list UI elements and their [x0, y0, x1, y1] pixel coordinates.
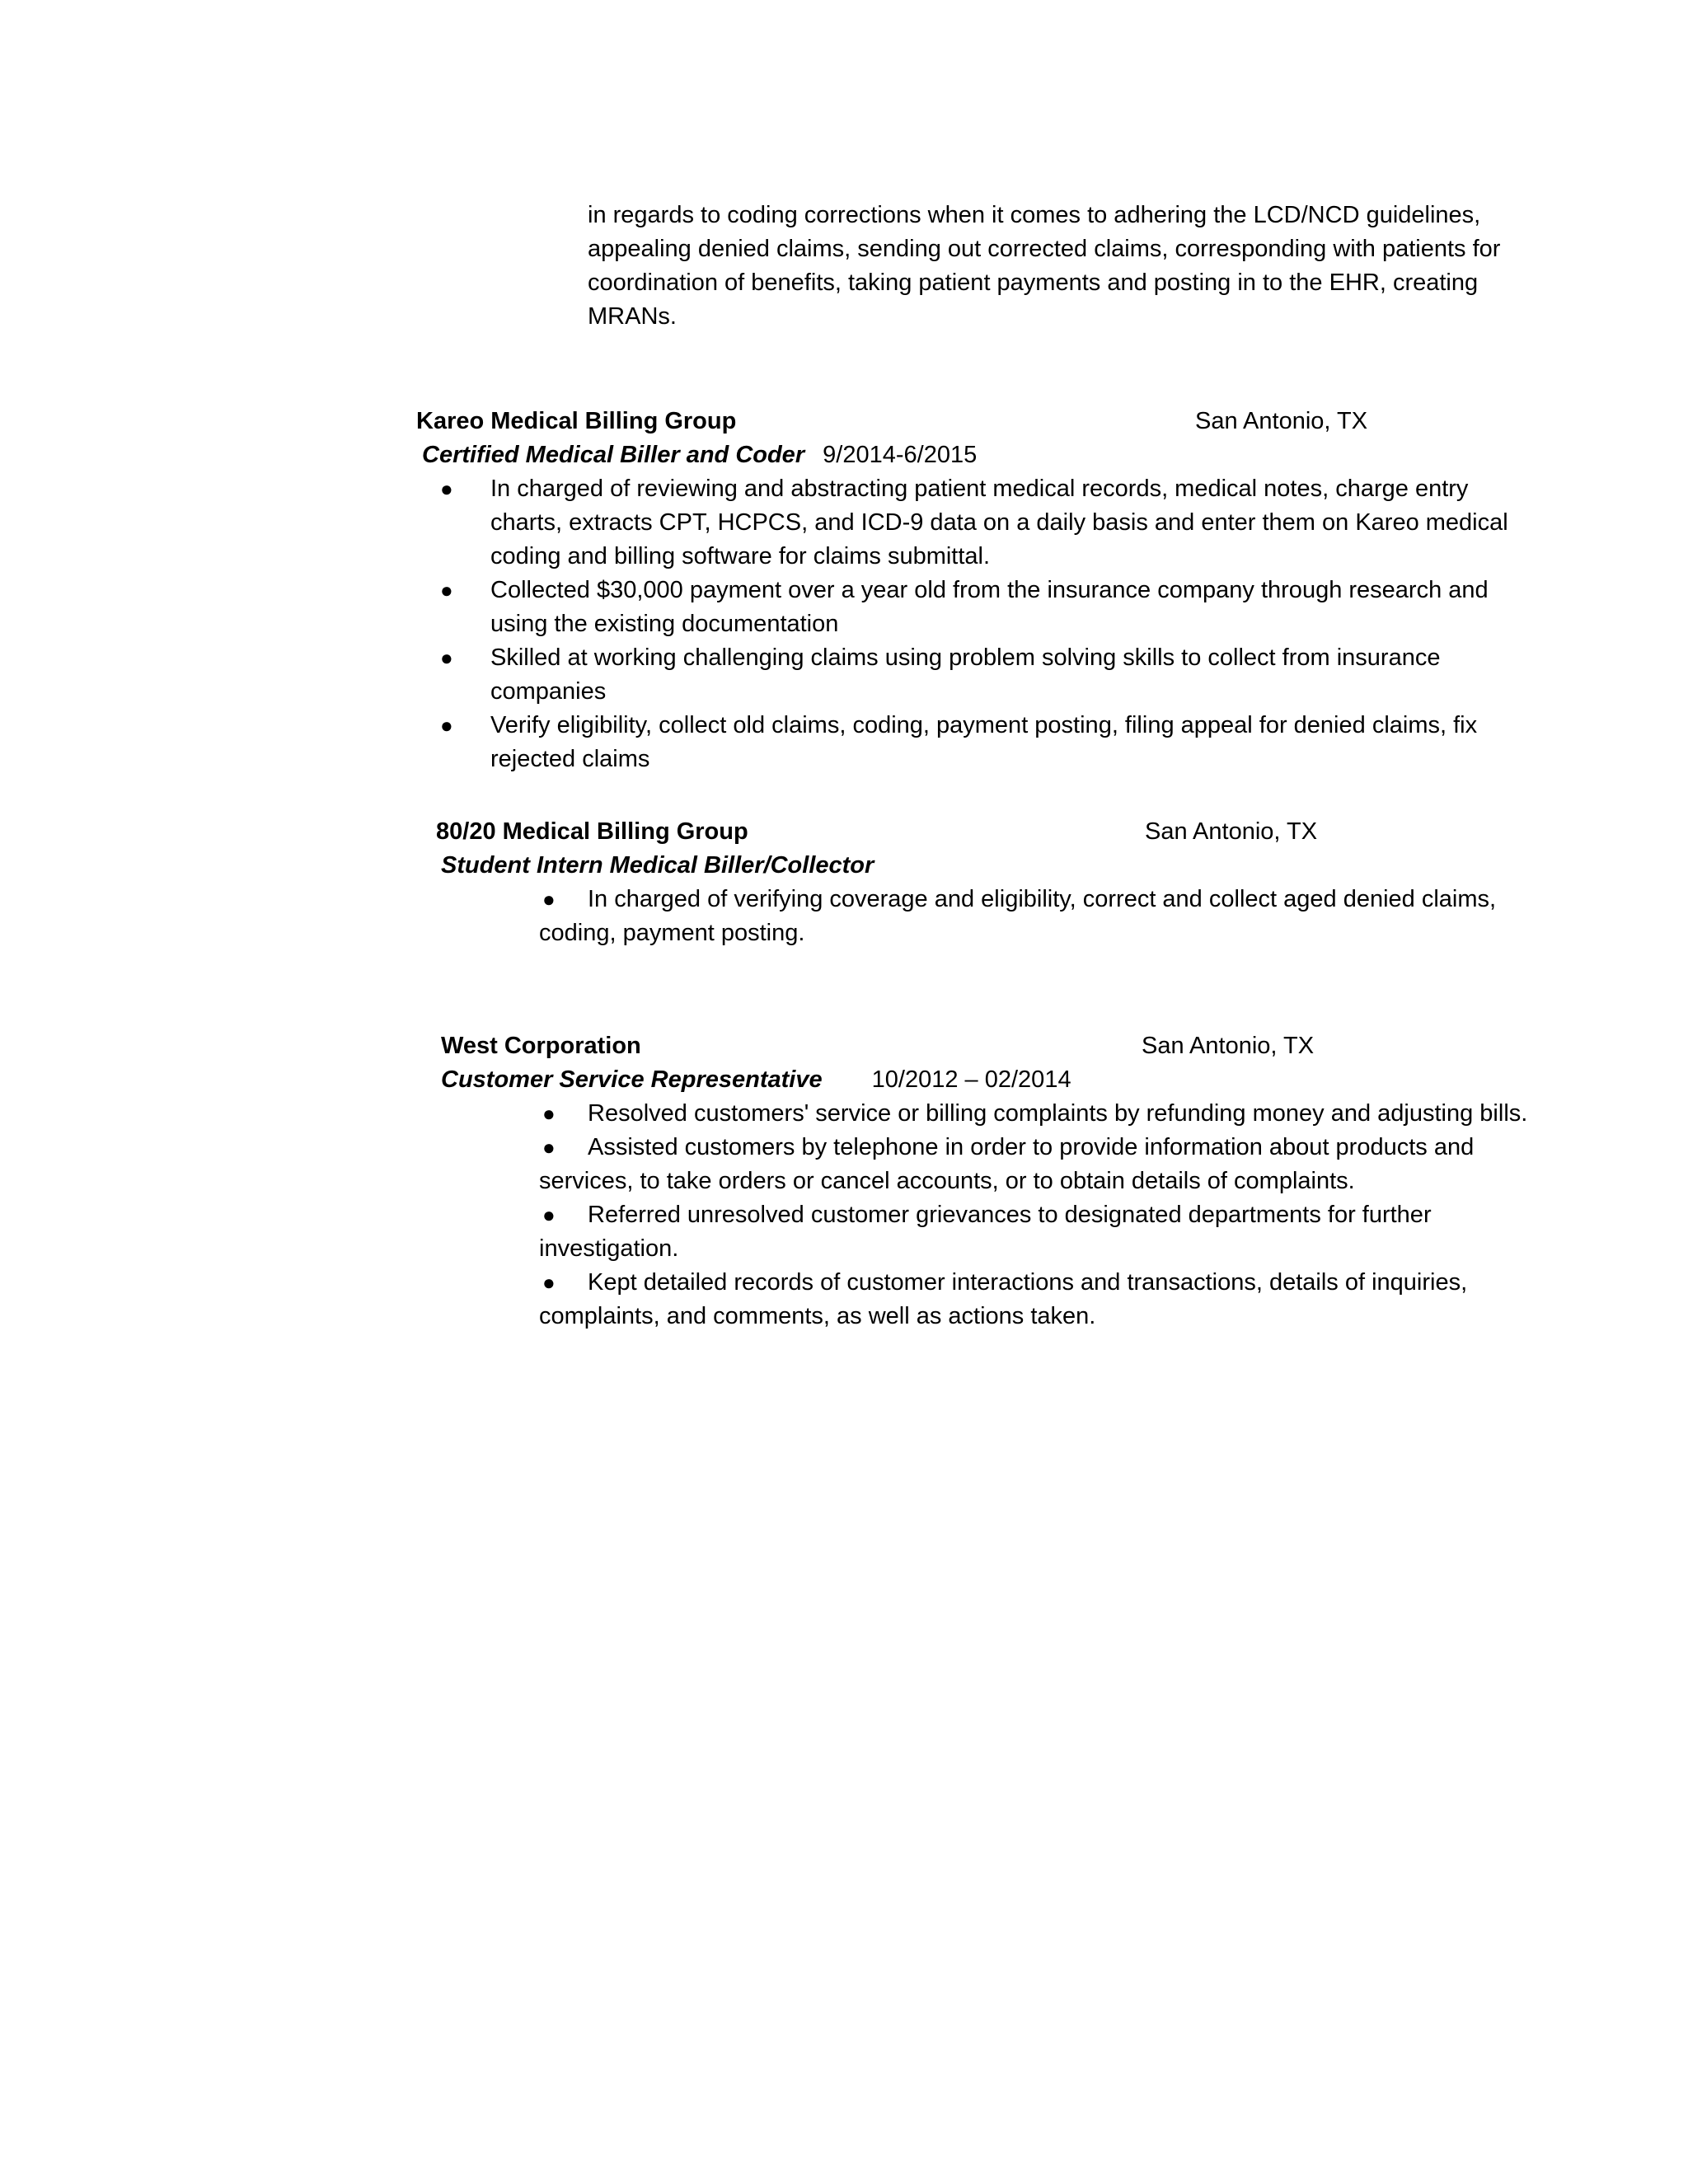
bullet-icon: ●: [542, 1202, 556, 1227]
job-title-row: [441, 1063, 1071, 1097]
job-title: Certified Medical Biller and Coder: [422, 442, 805, 468]
bullet-text: charts, extracts CPT, HCPCS, and ICD-9 data on a daily basis and enter them on Kareo medical: [490, 509, 1508, 536]
bullet-icon: ●: [542, 1135, 556, 1160]
job-title: Student Intern Medical Biller/Collector: [441, 852, 874, 879]
bullet-text: coding and billing software for claims submittal.: [490, 543, 991, 569]
list-item: [539, 883, 1496, 950]
bullet-text: Verify eligibility, collect old claims, coding, payment posting, filing appeal for denied claims, fix: [490, 712, 1478, 738]
bullet-text: complaints, and comments, as well as actions taken.: [539, 1303, 1096, 1329]
job-location: San Antonio, TX: [1145, 818, 1318, 845]
bullet-icon: ●: [440, 645, 453, 670]
list-item: [437, 472, 1508, 574]
job-dates: 10/2012 – 02/2014: [871, 1066, 1071, 1093]
bullet-text: Assisted customers by telephone in order to provide information about products and: [588, 1134, 1475, 1160]
intro-line: MRANs.: [588, 303, 677, 330]
bullet-text: coding, payment posting.: [539, 920, 805, 946]
intro-line: coordination of benefits, taking patient payments and posting in to the EHR, creating: [588, 269, 1479, 296]
bullet-text: rejected claims: [490, 746, 650, 772]
bullet-text: Resolved customers' service or billing complaints by refunding money and adjusting bills.: [588, 1100, 1528, 1127]
bullet-icon: ●: [542, 1101, 556, 1126]
bullet-icon: ●: [440, 578, 453, 602]
bullet-icon: ●: [542, 887, 556, 912]
bullet-text: Referred unresolved customer grievances to designated departments for further: [588, 1202, 1432, 1228]
list-item: [437, 641, 1508, 709]
company-name: Kareo Medical Billing Group: [416, 408, 737, 434]
company-name: West Corporation: [441, 1033, 641, 1059]
bullet-icon: ●: [542, 1270, 556, 1295]
bullet-text: In charged of verifying coverage and eligibility, correct and collect aged denied claims,: [588, 886, 1497, 912]
bullet-text: using the existing documentation: [490, 611, 839, 637]
list-item: [539, 1266, 1527, 1333]
bullet-icon: ●: [440, 476, 453, 501]
list-item: [437, 709, 1508, 776]
bullet-text: investigation.: [539, 1235, 679, 1262]
bullet-text: services, to take orders or cancel accounts, or to obtain details of complaints.: [539, 1168, 1355, 1194]
bullet-text: Kept detailed records of customer interactions and transactions, details of inquiries,: [588, 1269, 1468, 1296]
list-item: [539, 1131, 1527, 1198]
bullet-text: Skilled at working challenging claims using problem solving skills to collect from insurance: [490, 644, 1441, 671]
bullet-text: In charged of reviewing and abstracting patient medical records, medical notes, charge entry: [490, 476, 1469, 502]
job-location: San Antonio, TX: [1142, 1033, 1315, 1059]
job-title-row: [422, 438, 977, 472]
list-item: [539, 1198, 1527, 1266]
job-title: Customer Service Representative: [441, 1066, 823, 1093]
bullet-text: companies: [490, 678, 607, 705]
intro-line: appealing denied claims, sending out corrected claims, corresponding with patients for: [588, 236, 1501, 262]
intro-line: in regards to coding corrections when it comes to adhering the LCD/NCD guidelines,: [588, 202, 1481, 228]
job-location: San Antonio, TX: [1195, 408, 1368, 434]
list-item: [437, 574, 1508, 641]
bullet-list: [539, 883, 1496, 950]
intro-paragraph: [588, 199, 1500, 334]
bullet-text: Collected $30,000 payment over a year old from the insurance company through research and: [490, 577, 1489, 603]
bullet-list: [437, 472, 1508, 776]
bullet-icon: ●: [440, 713, 453, 738]
list-item: [539, 1097, 1527, 1131]
company-name: 80/20 Medical Billing Group: [436, 818, 748, 845]
bullet-list: [539, 1097, 1527, 1333]
job-dates: 9/2014-6/2015: [823, 442, 978, 468]
